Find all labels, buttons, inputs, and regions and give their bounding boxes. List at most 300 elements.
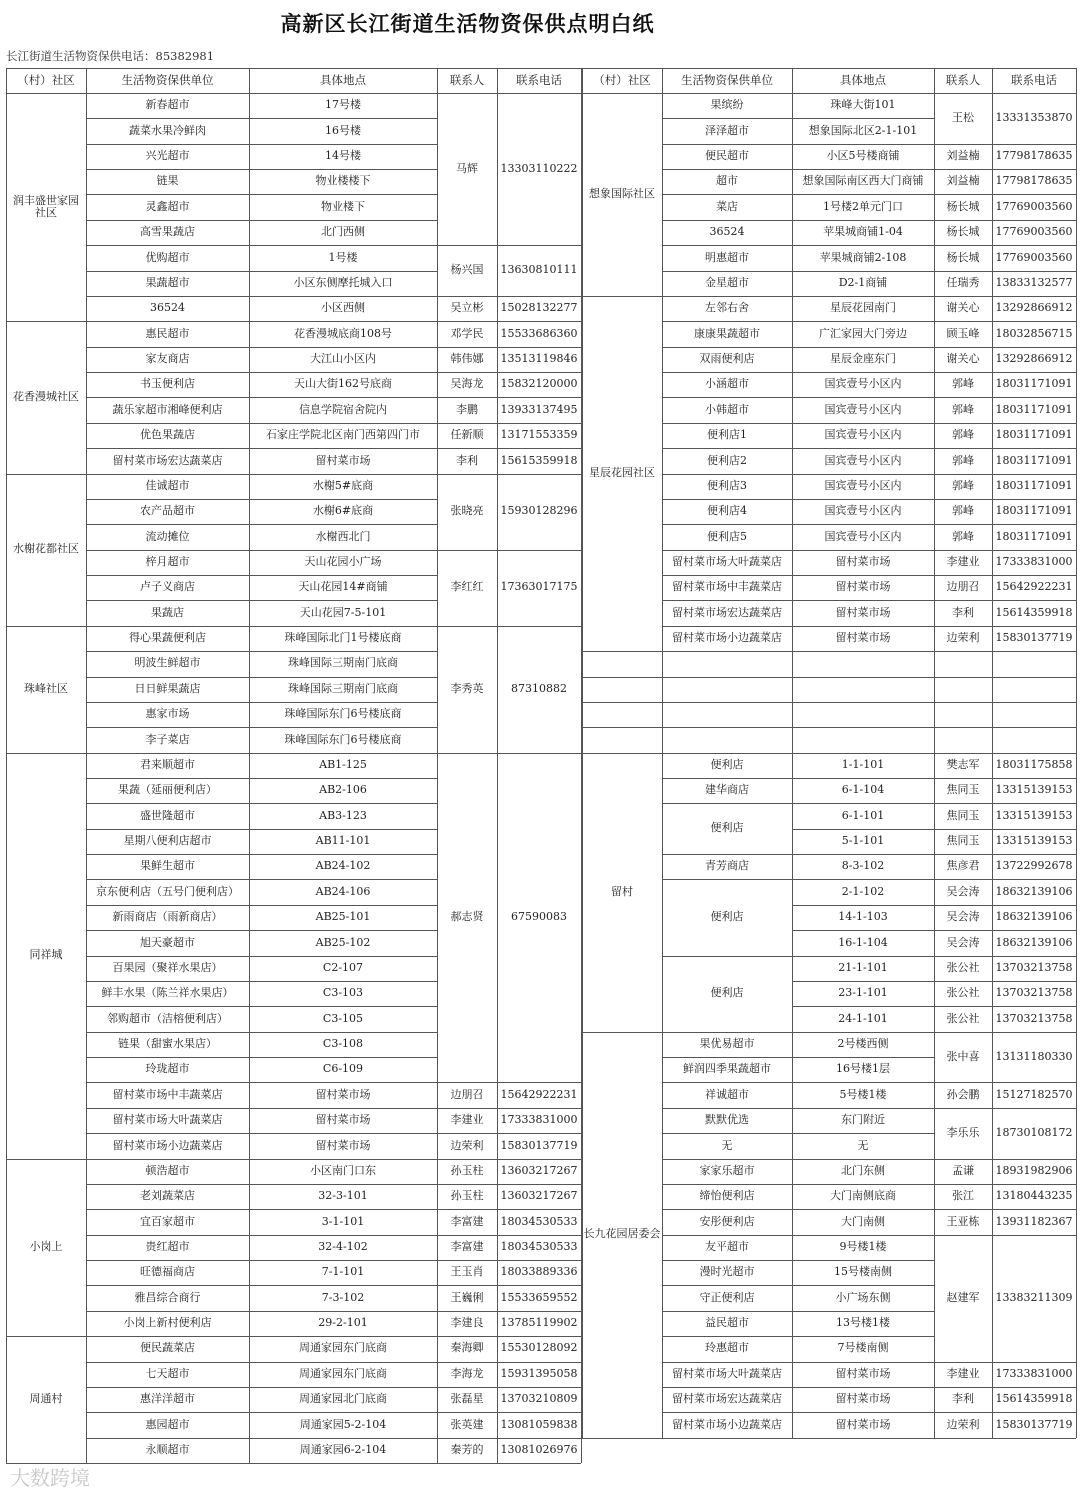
grid-line <box>934 144 1076 145</box>
left-unit-name: 贵红超市 <box>145 1240 190 1253</box>
grid-line <box>934 1006 1076 1007</box>
right-location: 留村菜市场 <box>835 631 891 645</box>
left-phone-number: 13703210809 <box>500 1392 578 1406</box>
left-location: 14号楼 <box>325 149 361 163</box>
grid-line <box>792 753 934 754</box>
grid-line <box>934 829 1076 830</box>
left-unit-name: 明波生鲜超市 <box>134 656 201 670</box>
grid-line <box>86 321 249 322</box>
grid-line <box>792 854 934 855</box>
left-location: C2-107 <box>322 960 364 974</box>
grid-line <box>792 524 934 525</box>
left-location: C3-105 <box>322 1011 364 1025</box>
left-contact-name: 任新顺 <box>450 428 484 442</box>
left-location: 小区西侧 <box>321 301 365 315</box>
left-contact-name: 韩伟娜 <box>450 352 484 366</box>
grid-line <box>934 1438 1076 1439</box>
left-unit-name: 宜百家超市 <box>140 1214 195 1228</box>
grid-line <box>662 1032 792 1033</box>
left-unit-name: 家友商店 <box>145 352 190 366</box>
grid-line <box>582 651 1076 652</box>
left-phone-number: 15533686360 <box>500 326 578 340</box>
grid-line <box>249 575 437 576</box>
left-location: 珠峰国际三期南门底商 <box>288 656 398 670</box>
right-location: 苹果城商铺2-108 <box>819 250 907 264</box>
right-phone-number: 17769003560 <box>995 225 1073 239</box>
grid-line <box>86 981 249 982</box>
grid-line <box>792 1108 934 1109</box>
left-location: 珠峰国际东门6号楼底商 <box>284 732 402 746</box>
left-phone-number: 13603217267 <box>500 1189 578 1203</box>
grid-line <box>86 575 249 576</box>
left-location: C6-109 <box>322 1062 364 1076</box>
grid-line <box>934 296 1076 297</box>
left-phone-number: 67590083 <box>511 910 567 924</box>
left-unit-name: 旺德福商店 <box>140 1265 195 1279</box>
left-location: AB11-101 <box>315 834 371 848</box>
left-location: 周通家园东门底商 <box>299 1341 387 1355</box>
right-phone-number: 13383211309 <box>995 1290 1073 1304</box>
grid-line <box>249 1082 437 1083</box>
grid-line <box>249 245 437 246</box>
left-location: 7-3-102 <box>321 1290 365 1304</box>
left-community-name: 珠峰社区 <box>24 681 68 695</box>
right-phone-number: 17798178635 <box>995 149 1073 163</box>
grid-line <box>934 1235 1076 1236</box>
left-contact-name: 邓学民 <box>450 326 484 340</box>
grid-line <box>437 1184 581 1185</box>
grid-line <box>934 271 1076 272</box>
grid-line <box>662 321 792 322</box>
right-phone-number: 17333831000 <box>995 555 1073 569</box>
grid-line <box>662 372 792 373</box>
grid-line <box>249 550 437 551</box>
right-unit-name: 留村菜市场宏达蔬菜店 <box>672 1392 782 1406</box>
grid-line <box>437 448 581 449</box>
right-unit-name: 守正便利店 <box>699 1290 755 1304</box>
right-contact-name: 边荣利 <box>946 631 980 645</box>
grid-line <box>582 1438 1076 1439</box>
left-unit-name: 京东便利店（五号门便利店） <box>96 884 239 898</box>
grid-line <box>6 753 86 754</box>
grid-line <box>437 448 581 449</box>
right-location: 小广场东侧 <box>835 1290 891 1304</box>
right-phone-number: 17333831000 <box>995 1366 1073 1380</box>
grid-line <box>792 1032 934 1033</box>
right-unit-name: 玲惠超市 <box>705 1341 749 1355</box>
right-phone-number: 15642922231 <box>995 580 1073 594</box>
grid-line <box>792 803 934 804</box>
grid-line <box>792 600 934 601</box>
grid-line <box>934 550 1076 551</box>
right-contact-name: 焦同玉 <box>946 808 980 822</box>
grid-line <box>86 550 249 551</box>
right-location: 5-1-101 <box>841 834 885 848</box>
left-location: 水榭6#底商 <box>312 504 374 518</box>
right-unit-name: 便利店1 <box>707 428 747 442</box>
grid-line <box>792 1133 934 1134</box>
grid-line <box>86 1438 249 1439</box>
right-location: 国宾壹号小区内 <box>824 453 902 467</box>
left-phone-number: 13630810111 <box>500 263 578 277</box>
right-location: 东门附近 <box>841 1113 885 1127</box>
grid-line <box>662 474 792 475</box>
grid-line <box>662 1057 792 1058</box>
right-location: 6-1-101 <box>841 808 885 822</box>
right-header-cell: 联系电话 <box>1011 72 1057 87</box>
grid-line <box>934 474 1076 475</box>
left-location: 大江山小区内 <box>310 352 376 366</box>
left-unit-name: 链果（甜蜜水果店） <box>118 1037 217 1051</box>
right-unit-name: 泽泽超市 <box>705 123 749 137</box>
grid-line <box>662 1285 792 1286</box>
left-phone-number: 15530128092 <box>500 1341 578 1355</box>
left-community-name: 花香漫城社区 <box>13 390 79 404</box>
grid-line <box>662 1133 792 1134</box>
left-contact-name: 李建良 <box>450 1316 484 1330</box>
grid-line <box>249 1108 437 1109</box>
grid-line <box>437 753 581 754</box>
right-location: 留村菜市场 <box>835 1417 891 1431</box>
grid-line <box>934 956 1076 957</box>
right-phone-number: 13331353870 <box>995 111 1073 125</box>
right-location: 7号楼南侧 <box>837 1341 889 1355</box>
grid-line <box>86 448 249 449</box>
right-contact-name: 焦彦君 <box>946 859 980 873</box>
left-unit-name: 果蔬超市 <box>145 275 190 289</box>
grid-line <box>249 474 437 475</box>
grid-line <box>437 1133 581 1134</box>
grid-line <box>934 220 1076 221</box>
right-contact-name: 杨长城 <box>946 225 980 239</box>
right-unit-name: 默默优选 <box>705 1113 749 1127</box>
right-location: 国宾壹号小区内 <box>824 504 902 518</box>
grid-line <box>437 1260 581 1261</box>
grid-line <box>934 68 935 1438</box>
left-header-cell: 生活物资保供单位 <box>121 72 214 87</box>
grid-line <box>792 651 934 652</box>
right-unit-name: 便民超市 <box>705 149 749 163</box>
right-location <box>792 702 934 727</box>
grid-line <box>934 524 1076 525</box>
left-unit-name: 七天超市 <box>145 1366 190 1380</box>
right-unit-name: 无 <box>721 1138 733 1152</box>
grid-line <box>934 550 1076 551</box>
grid-line <box>249 118 437 119</box>
grid-line <box>437 1159 581 1160</box>
grid-line <box>934 1362 1076 1363</box>
left-location: 北门西侧 <box>321 225 365 239</box>
grid-line <box>86 245 249 246</box>
grid-line <box>662 651 792 652</box>
right-location: 2-1-102 <box>841 884 885 898</box>
grid-line <box>662 220 792 221</box>
grid-line <box>86 144 249 145</box>
grid-line <box>249 347 437 348</box>
right-location: 留村菜市场 <box>835 1366 891 1380</box>
right-location: 5号楼1楼 <box>839 1087 887 1101</box>
right-unit-name: 留村菜市场大叶蔬菜店 <box>672 555 782 569</box>
grid-line <box>662 1260 792 1261</box>
right-header-cell: （村）社区 <box>593 72 651 87</box>
grid-line <box>437 1336 581 1337</box>
grid-line <box>662 677 792 678</box>
grid-line <box>249 1184 437 1185</box>
right-unit-name: 36524 <box>709 225 745 239</box>
right-contact-name: 李利 <box>952 605 974 619</box>
grid-line <box>792 1285 934 1286</box>
left-location: 石家庄学院北区南门西第四门市 <box>266 428 420 442</box>
grid-line <box>86 854 249 855</box>
grid-line <box>437 321 581 322</box>
grid-line <box>934 956 1076 957</box>
grid-line <box>86 397 249 398</box>
right-unit-name: 留村菜市场大叶蔬菜店 <box>672 1366 782 1380</box>
left-phone-number: 18033889336 <box>500 1265 578 1279</box>
left-unit-name: 留村菜市场中丰蔬菜店 <box>112 1087 223 1101</box>
grid-line <box>662 626 792 627</box>
grid-line <box>662 1082 792 1083</box>
right-contact-name: 郭峰 <box>952 453 974 467</box>
right-location: 留村菜市场 <box>835 1392 891 1406</box>
grid-line <box>86 1387 249 1388</box>
grid-line <box>86 753 249 754</box>
left-unit-name: 果蔬（延丽便利店） <box>118 783 217 797</box>
grid-line <box>934 905 1076 906</box>
right-location: 1-1-101 <box>841 757 885 771</box>
left-contact-name: 张英建 <box>450 1417 484 1431</box>
grid-line <box>86 1082 249 1083</box>
left-phone-number: 13603217267 <box>500 1163 578 1177</box>
grid-line <box>792 271 934 272</box>
right-unit-name <box>662 677 792 702</box>
grid-line <box>1076 68 1077 1438</box>
grid-line <box>934 524 1076 525</box>
grid-line <box>934 981 1076 982</box>
grid-line <box>249 600 437 601</box>
grid-line <box>934 854 1076 855</box>
left-phone-number: 13081059838 <box>500 1417 578 1431</box>
grid-line <box>934 1032 1076 1033</box>
right-location: 国宾壹号小区内 <box>824 428 902 442</box>
grid-line <box>934 1387 1076 1388</box>
left-phone-number: 13785119902 <box>500 1316 578 1330</box>
right-location: 16-1-104 <box>838 935 888 949</box>
grid-line <box>582 68 1076 69</box>
right-unit-name: 益民超市 <box>705 1316 749 1330</box>
grid-line <box>249 626 437 627</box>
right-unit-name: 菜店 <box>716 199 738 213</box>
left-location: 留村菜市场 <box>315 1138 371 1152</box>
left-unit-name: 农产品超市 <box>140 504 195 518</box>
right-location: 星辰金座东门 <box>830 352 896 366</box>
left-location: 留村菜市场 <box>315 1087 371 1101</box>
left-unit-name: 惠民超市 <box>145 326 190 340</box>
grid-line <box>792 372 934 373</box>
left-contact-name: 马辉 <box>456 161 478 175</box>
left-unit-name: 小岗上新村便利店 <box>123 1316 212 1330</box>
left-unit-name: 鲜丰水果（陈兰祥水果店） <box>101 986 234 1000</box>
grid-line <box>249 524 437 525</box>
right-contact-name: 张中喜 <box>946 1049 980 1063</box>
grid-line <box>792 981 934 982</box>
left-phone-number: 18034530533 <box>500 1240 578 1253</box>
grid-line <box>249 397 437 398</box>
grid-line <box>6 93 86 94</box>
grid-line <box>86 169 249 170</box>
grid-line <box>582 93 1076 94</box>
right-location: 23-1-101 <box>838 986 888 1000</box>
grid-line <box>437 1159 581 1160</box>
left-unit-name: 优购超市 <box>145 250 190 264</box>
left-location: 32-4-102 <box>318 1240 368 1253</box>
right-unit-name: 明惠超市 <box>705 250 749 264</box>
right-contact-name: 张公社 <box>946 1011 980 1025</box>
left-location: AB3-123 <box>319 808 367 822</box>
left-unit-name: 蔬乐家超市湘峰便利店 <box>112 402 223 416</box>
grid-line <box>934 1159 1076 1160</box>
grid-line <box>249 1260 437 1261</box>
right-unit-name: 便利店2 <box>707 453 747 467</box>
grid-line <box>86 524 249 525</box>
grid-line <box>249 1133 437 1134</box>
right-unit-name: 金星超市 <box>705 275 749 289</box>
grid-line <box>792 474 934 475</box>
right-phone-number: 15830137719 <box>995 631 1073 645</box>
left-phone-number: 15615359918 <box>500 453 578 467</box>
right-location: 21-1-101 <box>838 960 888 974</box>
grid-line <box>934 1412 1076 1413</box>
grid-line <box>437 550 581 551</box>
grid-line <box>934 1209 1076 1210</box>
right-location: 无 <box>857 1138 869 1152</box>
grid-line <box>662 245 792 246</box>
grid-line <box>662 448 792 449</box>
right-phone-number: 18031171091 <box>995 504 1073 518</box>
grid-line <box>934 829 1076 830</box>
grid-line <box>86 1311 249 1312</box>
grid-line <box>86 194 249 195</box>
right-location: 留村菜市场 <box>835 555 891 569</box>
grid-line <box>662 144 792 145</box>
left-header-cell: 具体地点 <box>320 72 366 87</box>
right-phone-number: 18031171091 <box>995 478 1073 492</box>
grid-line <box>934 1032 1076 1033</box>
grid-line <box>437 93 581 94</box>
grid-line <box>86 677 249 678</box>
grid-line <box>662 778 792 779</box>
grid-line <box>934 499 1076 500</box>
right-location: 16号楼1层 <box>836 1062 890 1076</box>
grid-line <box>437 1082 581 1083</box>
left-contact-name: 李鹏 <box>456 402 478 416</box>
grid-line <box>792 905 934 906</box>
left-phone-number: 18034530533 <box>500 1214 578 1228</box>
grid-line <box>437 245 581 246</box>
right-unit-name: 便利店 <box>710 757 744 771</box>
grid-line <box>86 1260 249 1261</box>
grid-line <box>792 1209 934 1210</box>
right-phone-number: 13292866912 <box>995 352 1073 366</box>
left-unit-name: 优色果蔬店 <box>140 428 195 442</box>
grid-line <box>249 1285 437 1286</box>
left-unit-name: 百果园（聚祥水果店） <box>112 960 223 974</box>
left-phone-number: 15931395058 <box>500 1366 578 1380</box>
grid-line <box>792 1412 934 1413</box>
grid-line <box>582 727 1076 728</box>
left-phone-number: 15533659552 <box>500 1290 578 1304</box>
right-location: 星辰花园南门 <box>830 301 896 315</box>
left-phone-number: 15830137719 <box>500 1138 578 1152</box>
grid-line <box>934 1412 1076 1413</box>
right-contact-name: 李乐乐 <box>946 1125 980 1139</box>
right-contact-name: 郭峰 <box>952 504 974 518</box>
grid-line <box>249 803 437 804</box>
grid-line <box>792 1311 934 1312</box>
right-location <box>792 727 934 752</box>
grid-line <box>582 677 1076 678</box>
right-contact-name: 顾玉峰 <box>946 326 980 340</box>
right-unit-name: 果优易超市 <box>699 1037 755 1051</box>
grid-line <box>86 1285 249 1286</box>
grid-line <box>437 347 581 348</box>
right-unit-name: 留村菜市场小边蔬菜店 <box>672 631 782 645</box>
grid-line <box>662 702 792 703</box>
grid-line <box>934 499 1076 500</box>
grid-line <box>992 68 993 1438</box>
grid-line <box>792 1082 934 1083</box>
grid-line <box>662 423 792 424</box>
grid-line <box>86 347 249 348</box>
grid-line <box>934 778 1076 779</box>
right-phone-number: 18730108172 <box>995 1125 1073 1139</box>
grid-line <box>934 448 1076 449</box>
grid-line <box>792 93 934 94</box>
grid-line <box>437 1082 581 1083</box>
grid-line <box>662 397 792 398</box>
grid-line <box>437 1209 581 1210</box>
grid-line <box>249 296 437 297</box>
grid-line <box>934 144 1076 145</box>
grid-line <box>6 93 581 94</box>
grid-line <box>86 1362 249 1363</box>
left-contact-name: 边朋召 <box>450 1087 484 1101</box>
grid-line <box>662 68 663 1438</box>
left-phone-number: 15930128296 <box>500 504 578 518</box>
grid-line <box>934 803 1076 804</box>
grid-line <box>6 1159 86 1160</box>
right-phone-number: 13315139153 <box>995 834 1073 848</box>
right-contact-name: 焦同玉 <box>946 783 980 797</box>
left-unit-name: 玲珑超市 <box>145 1062 190 1076</box>
left-location: 珠峰国际东门6号楼底商 <box>284 707 402 721</box>
grid-line <box>86 1108 249 1109</box>
grid-line <box>437 1133 581 1134</box>
left-location: 珠峰国际北门1号楼底商 <box>284 631 402 645</box>
grid-line <box>497 68 498 1463</box>
grid-line <box>934 1159 1076 1160</box>
grid-line <box>437 626 581 627</box>
left-phone-number: 13171553359 <box>500 428 578 442</box>
grid-line <box>249 68 250 1463</box>
right-unit-name: 缔怡便利店 <box>699 1189 755 1203</box>
grid-line <box>792 727 934 728</box>
grid-line <box>437 1311 581 1312</box>
left-location: AB24-106 <box>315 884 371 898</box>
right-location: 小区5号楼商铺 <box>826 149 900 163</box>
grid-line <box>792 194 934 195</box>
left-unit-name: 雅昌综合商行 <box>134 1290 201 1304</box>
